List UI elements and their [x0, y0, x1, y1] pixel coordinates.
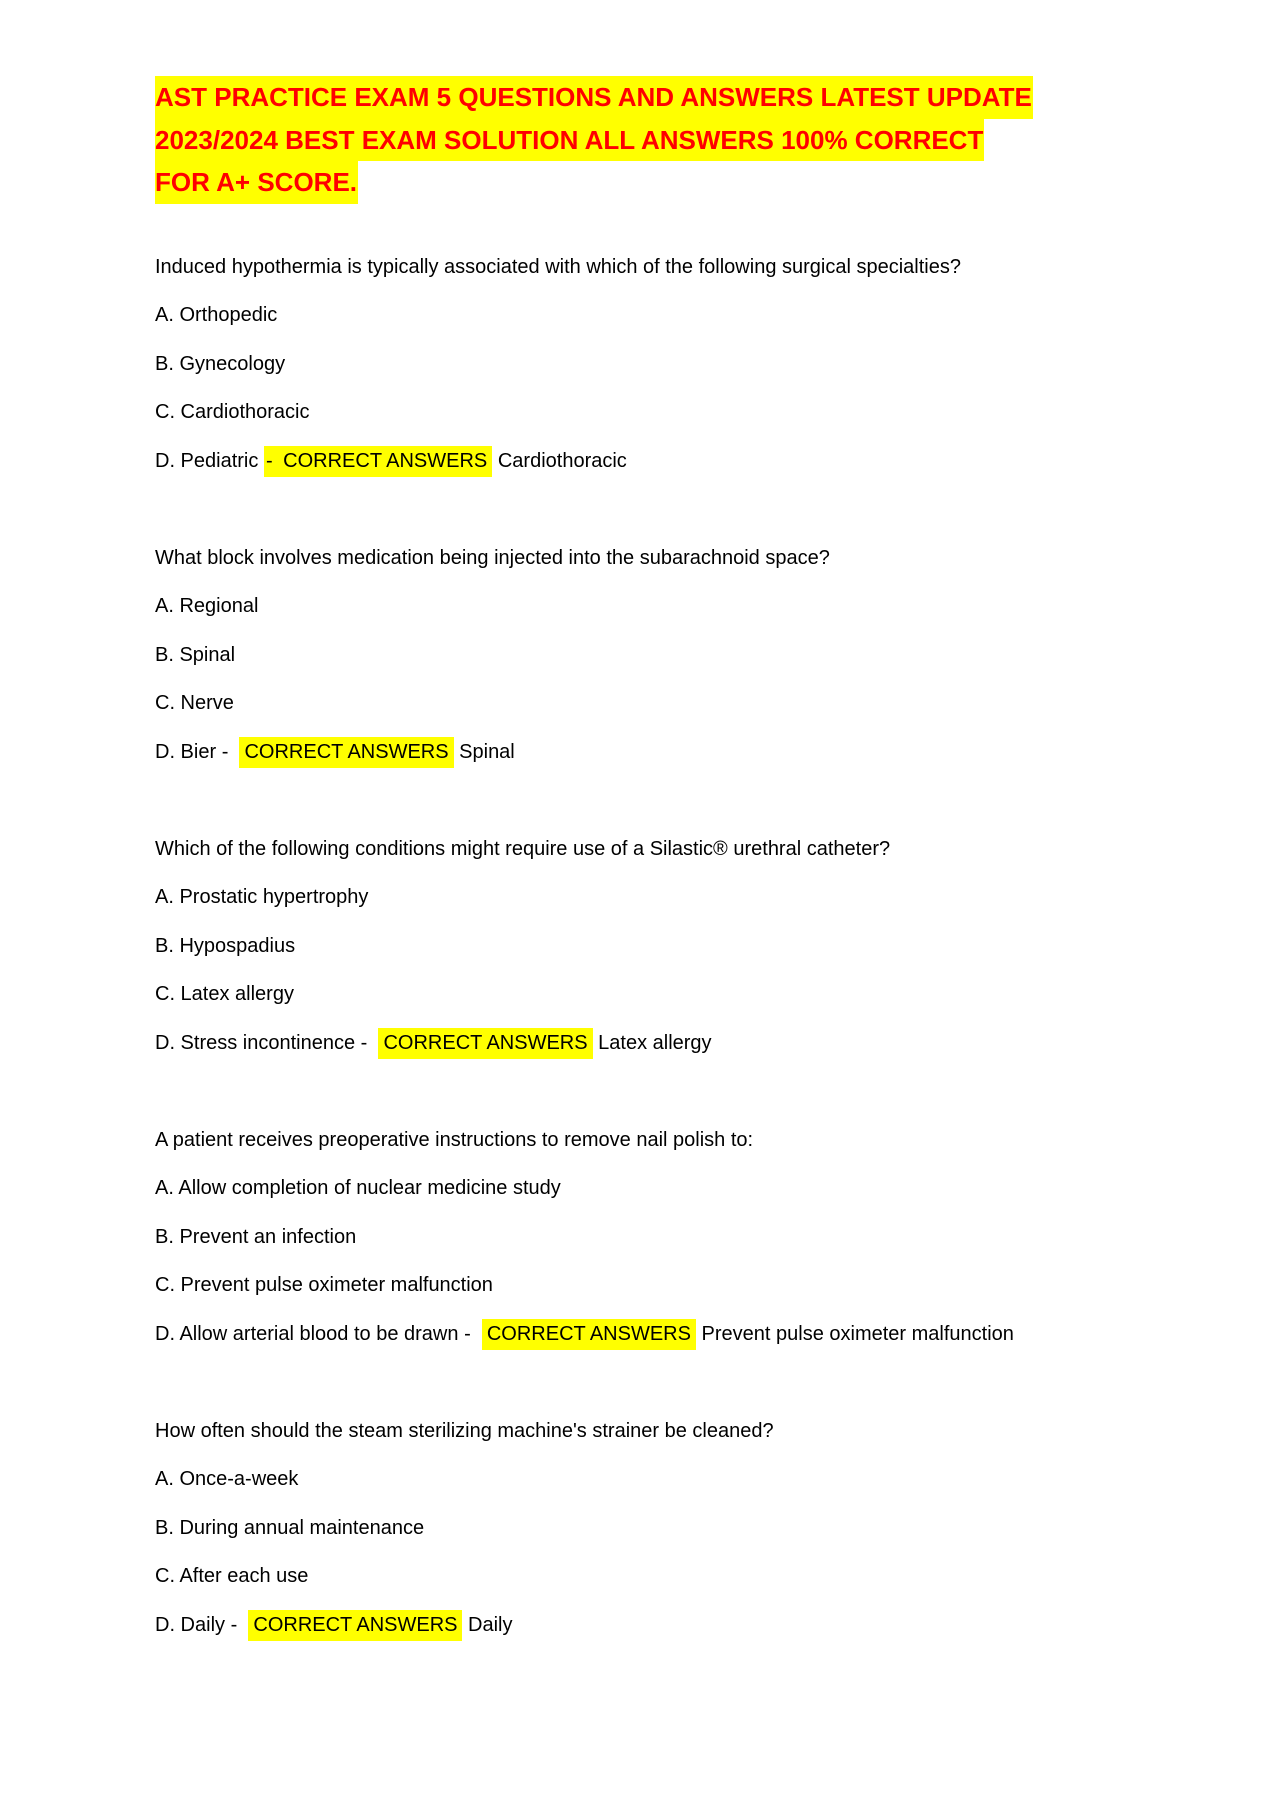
option-d: D. Pediatric — [155, 449, 259, 472]
option-b: B. Spinal — [155, 643, 236, 666]
option-d: D. Daily — [155, 1613, 226, 1636]
answer-separator: - — [264, 446, 278, 477]
title-line-2 — [155, 119, 1155, 162]
question-text: Induced hypothermia is typically associated with which of the following surgical specialties? — [155, 255, 961, 278]
correct-answer-label: CORRECT ANSWERS — [378, 1028, 592, 1059]
option-d-with-answer — [155, 728, 1205, 777]
correct-answer-value: Spinal — [459, 740, 515, 763]
title-text: FOR A+ SCORE. — [155, 161, 358, 204]
title-line-1 — [155, 76, 1155, 119]
title-text: AST PRACTICE EXAM 5 QUESTIONS AND ANSWERS LATEST UPDATE — [155, 76, 1033, 119]
spacer — [155, 485, 1205, 534]
correct-answer-value: Cardiothoracic — [497, 449, 627, 472]
question-list — [155, 243, 1205, 1650]
option-a: A. Allow completion of nuclear medicine study — [155, 1177, 561, 1200]
answer-separator: - — [464, 1322, 471, 1345]
option-d-with-answer — [155, 1310, 1205, 1359]
question-text: A patient receives preoperative instructions to remove nail polish to: — [155, 1128, 754, 1151]
question-block — [155, 243, 1205, 534]
option-c: C. Latex allergy — [155, 983, 294, 1006]
option-d-with-answer — [155, 1601, 1205, 1650]
question-text: How often should the steam sterilizing machine's strainer be cleaned? — [155, 1419, 774, 1442]
question-block — [155, 534, 1205, 825]
spacer — [155, 1358, 1205, 1407]
option-a: A. Prostatic hypertrophy — [155, 886, 369, 909]
correct-answer-value: Latex allergy — [598, 1031, 712, 1054]
option-b: B. During annual maintenance — [155, 1516, 425, 1539]
correct-answer-label: CORRECT ANSWERS — [248, 1610, 462, 1641]
correct-answer-label: CORRECT ANSWERS — [278, 446, 492, 477]
question-text: Which of the following conditions might require use of a Silastic® urethral catheter? — [155, 837, 891, 860]
spacer — [155, 1067, 1205, 1116]
option-c: C. Nerve — [155, 692, 234, 715]
correct-answer-label: CORRECT ANSWERS — [482, 1319, 696, 1350]
answer-separator: - — [230, 1613, 238, 1636]
option-c: C. After each use — [155, 1565, 309, 1588]
question-text: What block involves medication being injected into the subarachnoid space? — [155, 546, 830, 569]
answer-separator: - — [221, 740, 229, 763]
option-b: B. Hypospadius — [155, 934, 296, 957]
option-b: B. Gynecology — [155, 352, 286, 375]
answer-separator: - — [360, 1031, 368, 1054]
question-block — [155, 1116, 1205, 1407]
question-block — [155, 1407, 1205, 1650]
title-text: 2023/2024 BEST EXAM SOLUTION ALL ANSWERS 100% CORRECT — [155, 119, 984, 162]
document-title — [155, 76, 1155, 204]
option-d-with-answer — [155, 437, 1205, 486]
option-b: B. Prevent an infection — [155, 1225, 357, 1248]
spacer — [155, 776, 1205, 825]
option-d: D. Allow arterial blood to be drawn — [155, 1322, 459, 1345]
correct-answer-value: Prevent pulse oximeter malfunction — [701, 1322, 1014, 1345]
correct-answer-label: CORRECT ANSWERS — [239, 737, 453, 768]
title-line-3 — [155, 161, 1155, 204]
question-block — [155, 825, 1205, 1116]
option-a: A. Orthopedic — [155, 304, 278, 327]
option-c: C. Prevent pulse oximeter malfunction — [155, 1274, 493, 1297]
option-d: D. Stress incontinence — [155, 1031, 356, 1054]
option-c: C. Cardiothoracic — [155, 401, 310, 424]
option-a: A. Once-a-week — [155, 1468, 299, 1491]
option-d-with-answer — [155, 1019, 1205, 1068]
option-d: D. Bier — [155, 740, 217, 763]
option-a: A. Regional — [155, 595, 259, 618]
correct-answer-value: Daily — [468, 1613, 513, 1636]
